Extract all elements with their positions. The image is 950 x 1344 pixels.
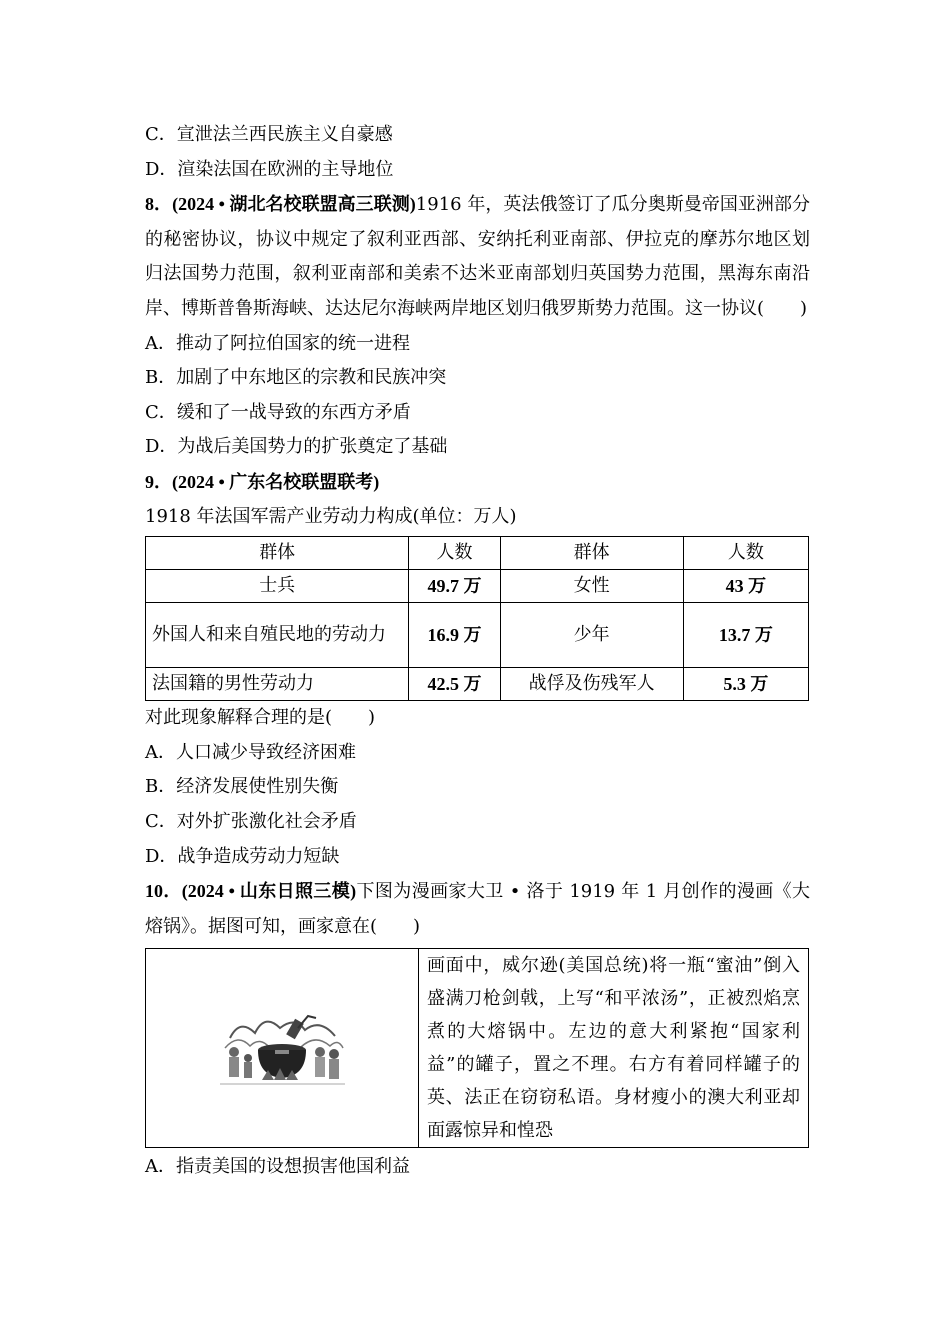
- table-cell: 16.9 万: [409, 603, 500, 668]
- table-cell: 法国籍的男性劳动力: [146, 668, 409, 701]
- q9-number: 9．(2024 • 广东名校联盟联考): [145, 471, 380, 492]
- q9-option-a: A．人口减少导致经济困难: [145, 741, 356, 763]
- q10-option-a: A．指责美国的设想损害他国利益: [145, 1156, 410, 1178]
- melting-pot-cartoon-image: [220, 1008, 345, 1088]
- table-header: 群体: [146, 537, 409, 570]
- q8-option-d: D．为战后美国势力的扩张奠定了基础: [145, 436, 448, 458]
- q8-option-b: B．加剧了中东地区的宗教和民族冲突: [145, 367, 447, 389]
- q8-text: 1916 年，英法俄签订了瓜分奥斯曼帝国亚洲部分的秘密协议，协议中规定了叙利亚西部、安纳托利亚南部、伊拉克的摩苏尔地区划归法国势力范围，叙利亚南部和美索不达米亚南部划归英国势力范围，黑海东南沿岸、博斯普鲁斯海峡、达达尼尔海峡两岸地区划归俄罗斯势力范围。这一协议( ): [145, 194, 810, 319]
- table-header: 人数: [409, 537, 500, 570]
- table-cell: 5.3 万: [683, 668, 808, 701]
- q10-text: 下图为漫画家大卫 • 洛于 1919 年 1 月创作的漫画《大熔锅》。据图可知，画家意在( ): [145, 881, 810, 937]
- table-cell: 13.7 万: [683, 603, 808, 668]
- table-header: 人数: [683, 537, 808, 570]
- table-cell: 少年: [500, 603, 683, 668]
- q7-option-d: D．渲染法国在欧洲的主导地位: [145, 158, 394, 180]
- cartoon-image-cell: [146, 949, 419, 1147]
- q8-option-a: A．推动了阿拉伯国家的统一进程: [145, 332, 410, 354]
- table-row: [146, 668, 809, 701]
- table-row: [146, 570, 809, 603]
- exam-page: [145, 118, 810, 1185]
- table-header-row: [146, 537, 809, 570]
- table-cell: 女性: [500, 570, 683, 603]
- q7-option-c: C．宣泄法兰西民族主义自豪感: [145, 124, 393, 145]
- labor-table: [145, 536, 809, 701]
- q8-stem: [145, 187, 810, 326]
- q8-number: 8．(2024 • 湖北名校联盟高三联测): [145, 194, 416, 215]
- q8-option-c: C．缓和了一战导致的东西方矛盾: [145, 401, 411, 423]
- q9-option-d: D．战争造成劳动力短缺: [145, 845, 340, 867]
- q9-table-caption: 1918 年法国军需产业劳动力构成(单位：万人): [145, 505, 517, 527]
- q9-option-c: C．对外扩张激化社会矛盾: [145, 810, 357, 832]
- q9-option-b: B．经济发展使性别失衡: [145, 776, 339, 798]
- cartoon-table: [145, 948, 809, 1148]
- table-row: [146, 603, 809, 668]
- table-header: 群体: [500, 537, 683, 570]
- cartoon-description: 画面中，威尔逊(美国总统)将一瓶“蜜油”倒入盛满刀枪剑戟，上写“和平浓汤”，正被烈焰烹煮的大熔锅中。左边的意大利紧抱“国家利益”的罐子，置之不理。右方有着同样罐子的英、法正在窃窃私语。身材瘦小的澳大利亚却面露惊异和惶恐: [427, 955, 800, 1142]
- table-cell: 43 万: [683, 570, 808, 603]
- table-cell: 49.7 万: [409, 570, 500, 603]
- q10-stem: [145, 874, 810, 944]
- q10-number: 10．(2024 • 山东日照三模): [145, 881, 357, 902]
- table-cell: 42.5 万: [409, 668, 500, 701]
- table-cell: 战俘及伤残军人: [500, 668, 683, 701]
- table-cell: 士兵: [146, 570, 409, 603]
- table-cell: 外国人和来自殖民地的劳动力: [146, 603, 409, 668]
- q9-stem: 对此现象解释合理的是( ): [145, 707, 376, 729]
